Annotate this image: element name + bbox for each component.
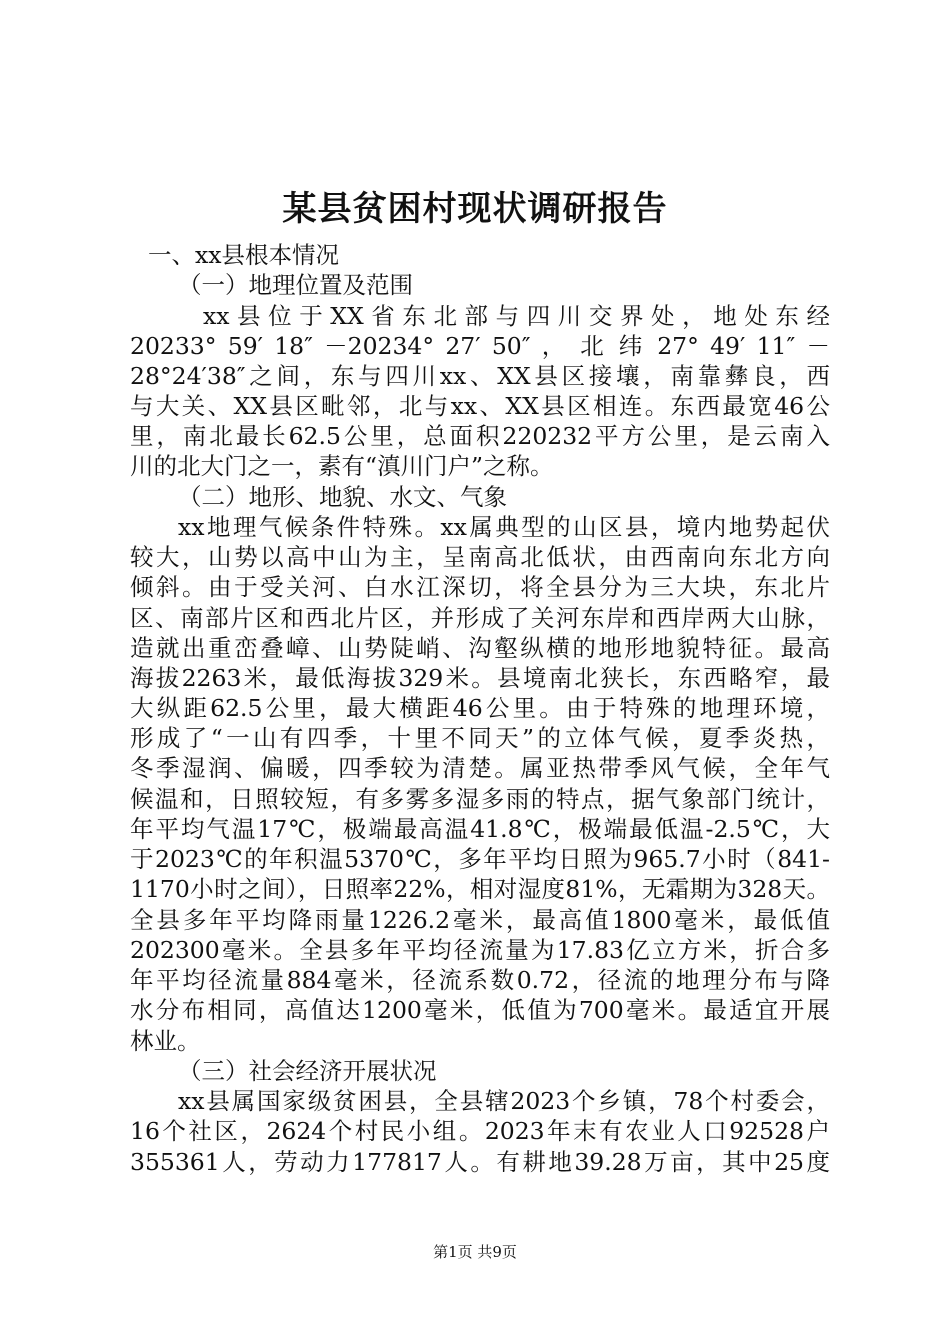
- paragraph-line: 与大关、XX县区毗邻，北与xx、XX县区相连。东西最宽46公: [130, 392, 830, 420]
- paragraph-line: 川的北大门之一，素有“滇川门户”之称。: [130, 452, 554, 480]
- paragraph-line: 20233° 59′ 18″ －20234° 27′ 50″ ， 北 纬 27° 49′ 11″ －: [130, 332, 830, 360]
- section-heading-1: 一、xx县根本情况: [148, 241, 340, 269]
- paragraph-line: xx地理气候条件特殊。xx属典型的山区县，境内地势起伏: [178, 513, 830, 541]
- paragraph-line: 28°24′38″之间，东与四川xx、XX县区接壤，南靠彝良，西: [130, 362, 830, 390]
- paragraph-line: 候温和，日照较短，有多雾多湿多雨的特点，据气象部门统计，: [130, 785, 830, 813]
- paragraph-line: 年平均径流量884毫米，径流系数0.72，径流的地理分布与降: [130, 966, 830, 994]
- paragraph-line: 冬季湿润、偏暖，四季较为清楚。属亚热带季风气候，全年气: [130, 754, 830, 782]
- subsection-heading-3: （三）社会经济开展状况: [178, 1057, 437, 1085]
- paragraph-line: 倾斜。由于受关河、白水江深切，将全县分为三大块，东北片: [130, 573, 830, 601]
- paragraph-line: xx县属国家级贫困县，全县辖2023个乡镇，78个村委会，: [178, 1087, 830, 1115]
- paragraph-line: 355361人，劳动力177817人。有耕地39.28万亩，其中25度: [130, 1148, 830, 1176]
- paragraph-line: 形成了“一山有四季，十里不同天”的立体气候，夏季炎热，: [130, 724, 830, 752]
- paragraph-line: 全县多年平均降雨量1226.2毫米，最高值1800毫米，最低值: [130, 906, 830, 934]
- subsection-heading-1: （一）地理位置及范围: [178, 271, 413, 299]
- paragraph-line: 年平均气温17℃，极端最高温41.8℃，极端最低温-2.5℃，大: [130, 815, 830, 843]
- paragraph-line: 1170小时之间），日照率22%，相对湿度81%，无霜期为328天。: [130, 875, 830, 903]
- paragraph-line: 202300毫米。全县多年平均径流量为17.83亿立方米，折合多: [130, 936, 830, 964]
- paragraph-line: 海拔2263米，最低海拔329米。县境南北狭长，东西略窄，最: [130, 664, 830, 692]
- paragraph-line: 16个社区，2624个村民小组。2023年末有农业人口92528户: [130, 1117, 830, 1145]
- paragraph-line: 水分布相同，高值达1200毫米，低值为700毫米。最适宜开展: [130, 996, 830, 1024]
- paragraph-line: 大纵距62.5公里，最大横距46公里。由于特殊的地理环境，: [130, 694, 830, 722]
- paragraph-line: xx 县 位 于 XX 省 东 北 部 与 四 川 交 界 处 ， 地 处 东 经: [203, 302, 830, 330]
- paragraph-line: 林业。: [130, 1027, 201, 1055]
- paragraph-line: 里，南北最长62.5公里，总面积220232平方公里，是云南入: [130, 422, 830, 450]
- document-title: 某县贫困村现状调研报告: [282, 189, 668, 229]
- subsection-heading-2: （二）地形、地貌、水文、气象: [178, 483, 507, 511]
- page-footer: 第1页 共9页: [433, 1243, 517, 1261]
- paragraph-line: 较大，山势以高中山为主，呈南高北低状，由西南向东北方向: [130, 543, 830, 571]
- paragraph-line: 造就出重峦叠嶂、山势陡峭、沟壑纵横的地形地貌特征。最高: [130, 634, 830, 662]
- paragraph-line: 于2023℃的年积温5370℃，多年平均日照为965.7小时（841-: [130, 845, 830, 873]
- paragraph-line: 区、南部片区和西北片区，并形成了关河东岸和西岸两大山脉，: [130, 604, 830, 632]
